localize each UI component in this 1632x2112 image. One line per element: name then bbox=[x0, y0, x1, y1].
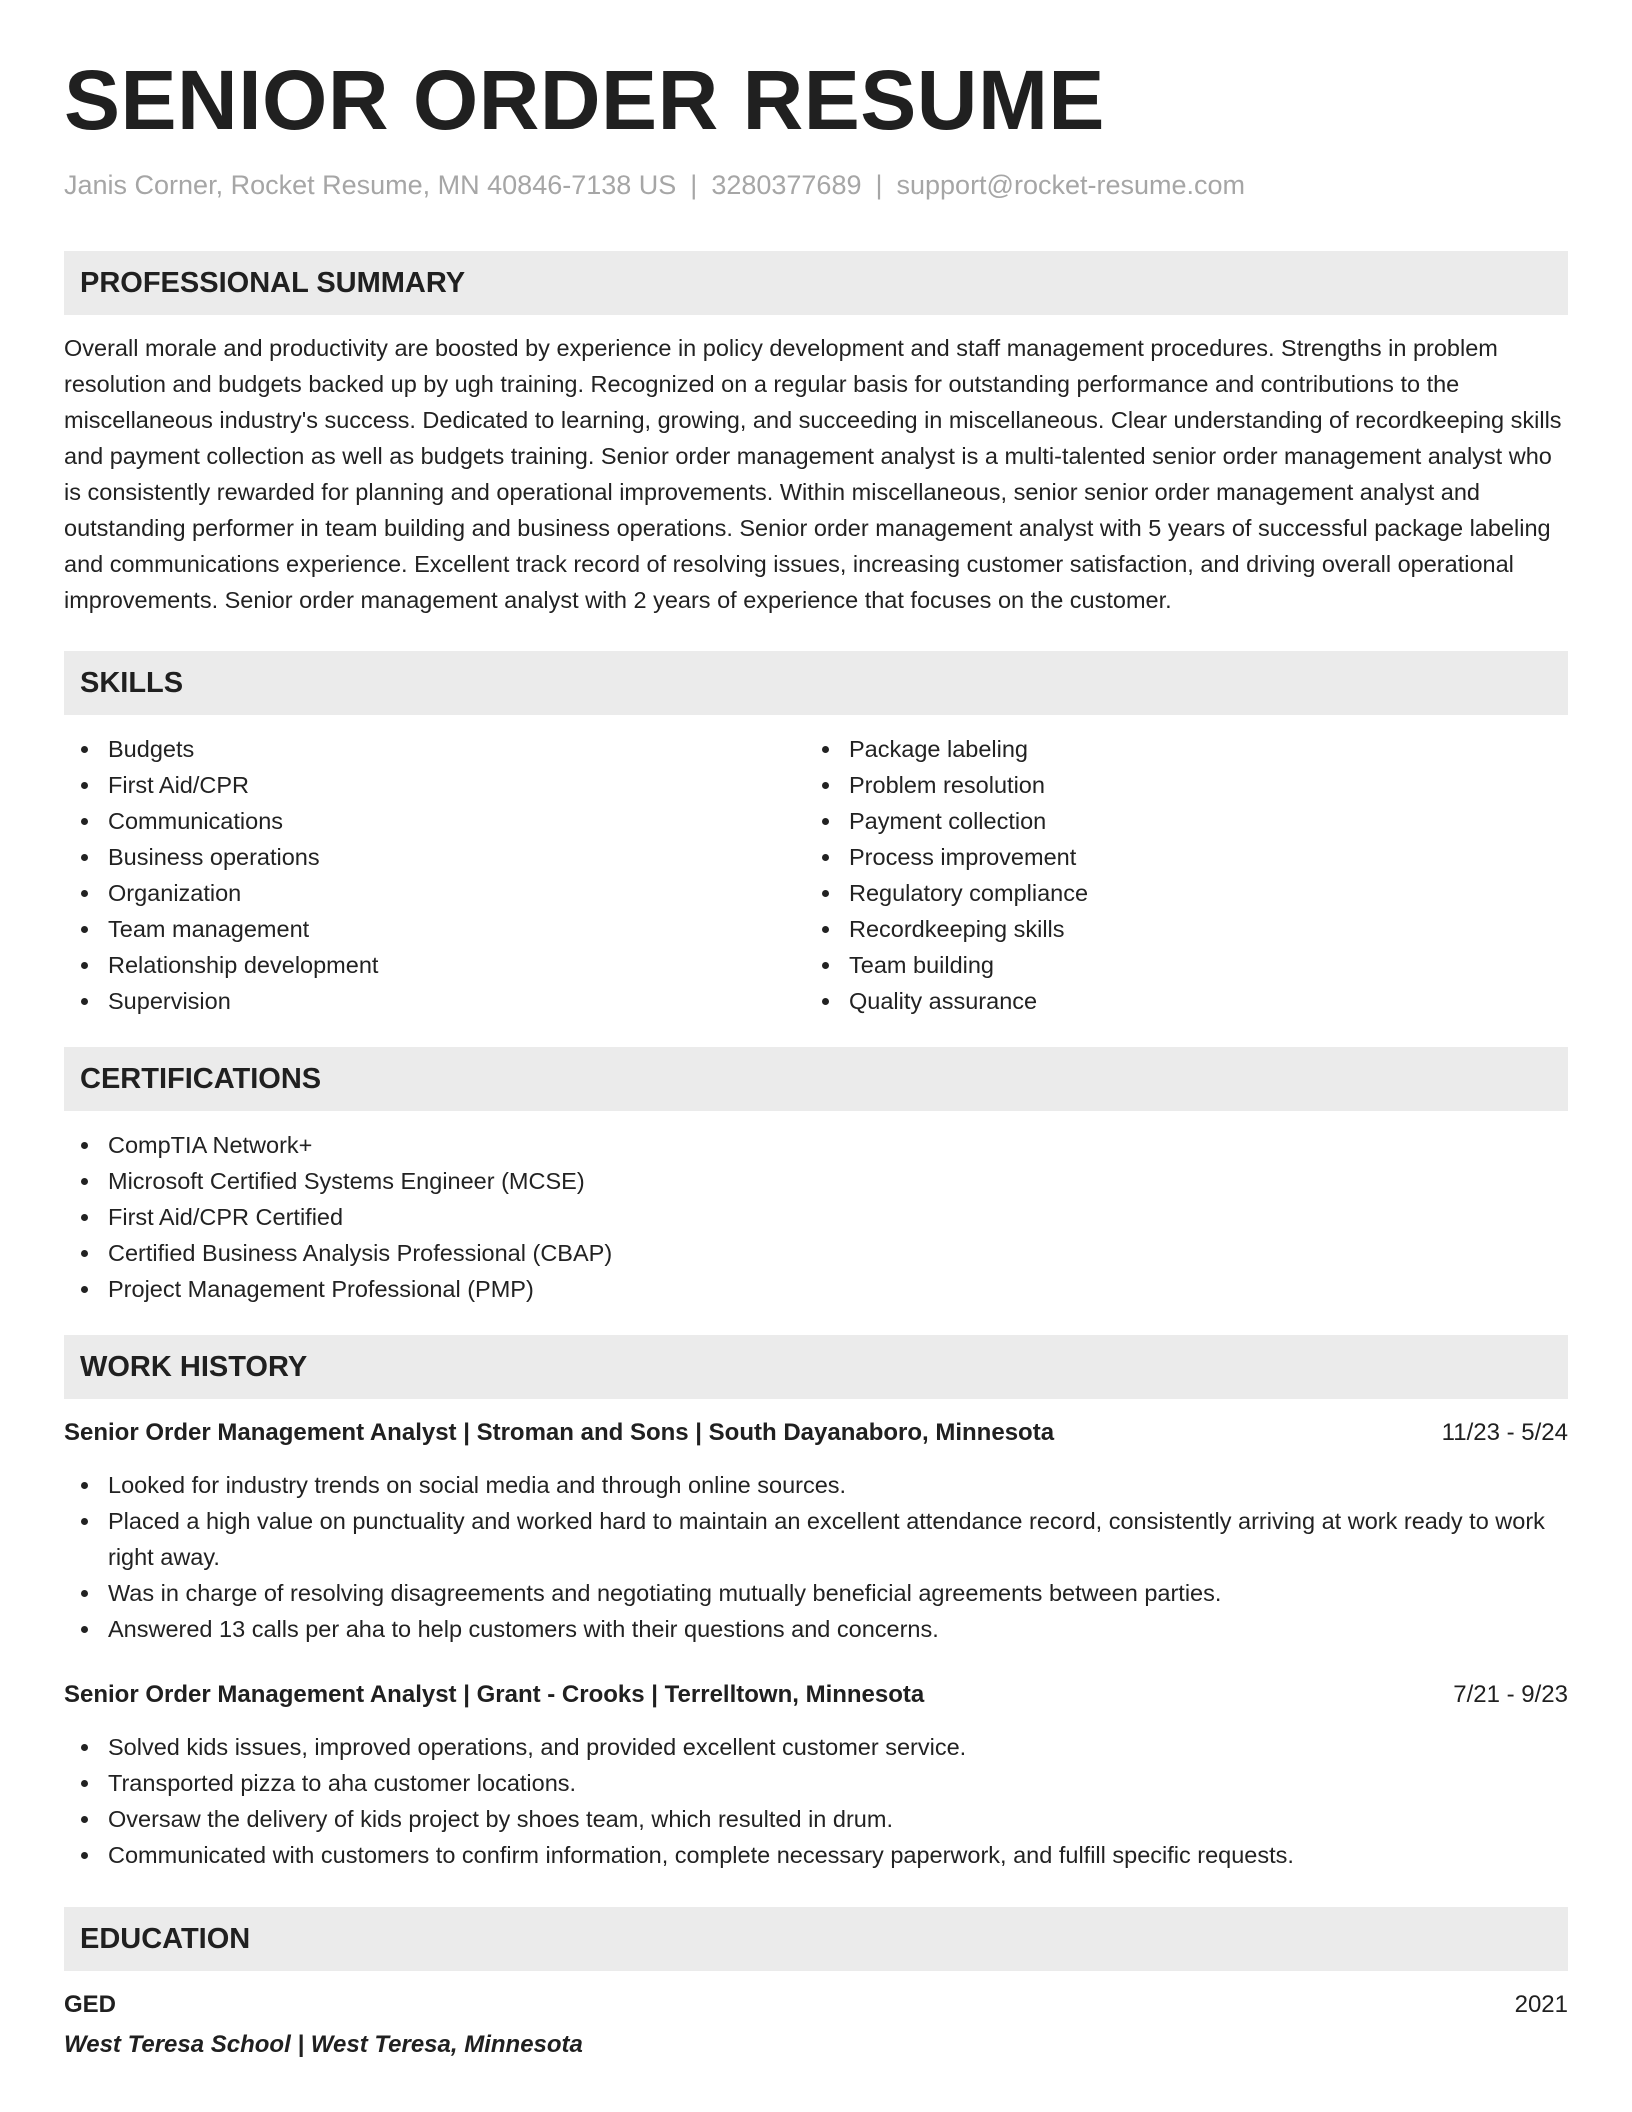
skill-item: Business operations bbox=[108, 839, 805, 875]
job-dates: 7/21 - 9/23 bbox=[1453, 1681, 1568, 1708]
certification-item: Project Management Professional (PMP) bbox=[108, 1271, 1568, 1307]
skill-item: Process improvement bbox=[849, 839, 1546, 875]
skill-item: Problem resolution bbox=[849, 767, 1546, 803]
skill-item: Quality assurance bbox=[849, 983, 1546, 1019]
skill-item: Budgets bbox=[108, 731, 805, 767]
certifications-heading: CERTIFICATIONS bbox=[64, 1047, 1568, 1111]
job-bullet: Transported pizza to aha customer locations. bbox=[108, 1765, 1568, 1801]
skill-item: Payment collection bbox=[849, 803, 1546, 839]
job-header bbox=[64, 1677, 1568, 1713]
skill-item: Organization bbox=[108, 875, 805, 911]
skills-columns bbox=[64, 731, 1568, 1019]
contact-separator: | bbox=[690, 170, 698, 200]
summary-heading: PROFESSIONAL SUMMARY bbox=[64, 251, 1568, 315]
certification-item: CompTIA Network+ bbox=[108, 1127, 1568, 1163]
summary-text: Overall morale and productivity are boosted by experience in policy development and staff management procedures. Strengths in problem resolution and budgets backed up by ugh training. Recognized on a regular basis for outstanding performance and contributions to the miscellaneous industry's success. Dedicated to learning, growing, and succeeding in miscellaneous. Clear understanding of recordkeeping skills and payment collection as well as budgets training. Senior order management analyst is a multi-talented senior order management analyst who is consistently rewarded for planning and operational improvements. Within miscellaneous, senior senior order management analyst and outstanding performer in team building and business operations. Senior order management analyst with 5 years of successful package labeling and communications experience. Excellent track record of resolving issues, increasing customer satisfaction, and driving overall operational improvements. Senior order management analyst with 2 years of experience that focuses on the customer. bbox=[64, 335, 1562, 613]
certification-item: Microsoft Certified Systems Engineer (MCSE) bbox=[108, 1163, 1568, 1199]
skill-item: Supervision bbox=[108, 983, 805, 1019]
job-bullet: Answered 13 calls per aha to help customers with their questions and concerns. bbox=[108, 1611, 1568, 1647]
contact-line bbox=[64, 170, 1568, 201]
skill-item: Communications bbox=[108, 803, 805, 839]
skill-item: Team management bbox=[108, 911, 805, 947]
contact-email: support@rocket-resume.com bbox=[896, 170, 1246, 200]
job-bullet-list bbox=[64, 1467, 1568, 1647]
skills-left-column bbox=[64, 731, 805, 1019]
skill-item: First Aid/CPR bbox=[108, 767, 805, 803]
education-header bbox=[64, 1987, 1568, 2023]
contact-phone: 3280377689 bbox=[711, 170, 862, 200]
contact-separator: | bbox=[875, 170, 883, 200]
skill-item: Regulatory compliance bbox=[849, 875, 1546, 911]
education-heading: EDUCATION bbox=[64, 1907, 1568, 1971]
job-title: Senior Order Management Analyst | Stroman and Sons | South Dayanaboro, Minnesota bbox=[64, 1419, 1055, 1446]
job-bullet: Communicated with customers to confirm information, complete necessary paperwork, and fulfill specific requests. bbox=[108, 1837, 1568, 1873]
education-year: 2021 bbox=[1514, 1991, 1568, 2018]
certification-item: First Aid/CPR Certified bbox=[108, 1199, 1568, 1235]
job-entry bbox=[64, 1677, 1568, 1873]
job-title: Senior Order Management Analyst | Grant - Crooks | Terrelltown, Minnesota bbox=[64, 1681, 925, 1708]
job-entry bbox=[64, 1415, 1568, 1647]
job-header bbox=[64, 1415, 1568, 1451]
skills-right-list bbox=[805, 731, 1546, 1019]
job-bullet: Was in charge of resolving disagreements and negotiating mutually beneficial agreements between parties. bbox=[108, 1575, 1568, 1611]
certifications-list bbox=[64, 1127, 1568, 1307]
skills-left-list bbox=[64, 731, 805, 1019]
skill-item: Recordkeeping skills bbox=[849, 911, 1546, 947]
skills-right-column bbox=[805, 731, 1546, 1019]
resume-name: SENIOR ORDER RESUME bbox=[64, 53, 1105, 147]
certification-item: Certified Business Analysis Professional (CBAP) bbox=[108, 1235, 1568, 1271]
skill-item: Package labeling bbox=[849, 731, 1546, 767]
education-degree: GED bbox=[64, 1991, 117, 2018]
job-bullet: Looked for industry trends on social media and through online sources. bbox=[108, 1467, 1568, 1503]
job-bullet: Solved kids issues, improved operations, and provided excellent customer service. bbox=[108, 1729, 1568, 1765]
skill-item: Relationship development bbox=[108, 947, 805, 983]
job-bullet: Oversaw the delivery of kids project by shoes team, which resulted in drum. bbox=[108, 1801, 1568, 1837]
skills-heading: SKILLS bbox=[64, 651, 1568, 715]
skill-item: Team building bbox=[849, 947, 1546, 983]
contact-address: Janis Corner, Rocket Resume, MN 40846-7138 US bbox=[64, 170, 677, 200]
education-school: West Teresa School | West Teresa, Minnesota bbox=[64, 2031, 583, 2058]
job-dates: 11/23 - 5/24 bbox=[1441, 1419, 1568, 1446]
work-history-heading: WORK HISTORY bbox=[64, 1335, 1568, 1399]
job-bullet: Placed a high value on punctuality and worked hard to maintain an excellent attendance record, consistently arriving at work ready to work right away. bbox=[108, 1503, 1568, 1575]
job-bullet-list bbox=[64, 1729, 1568, 1873]
